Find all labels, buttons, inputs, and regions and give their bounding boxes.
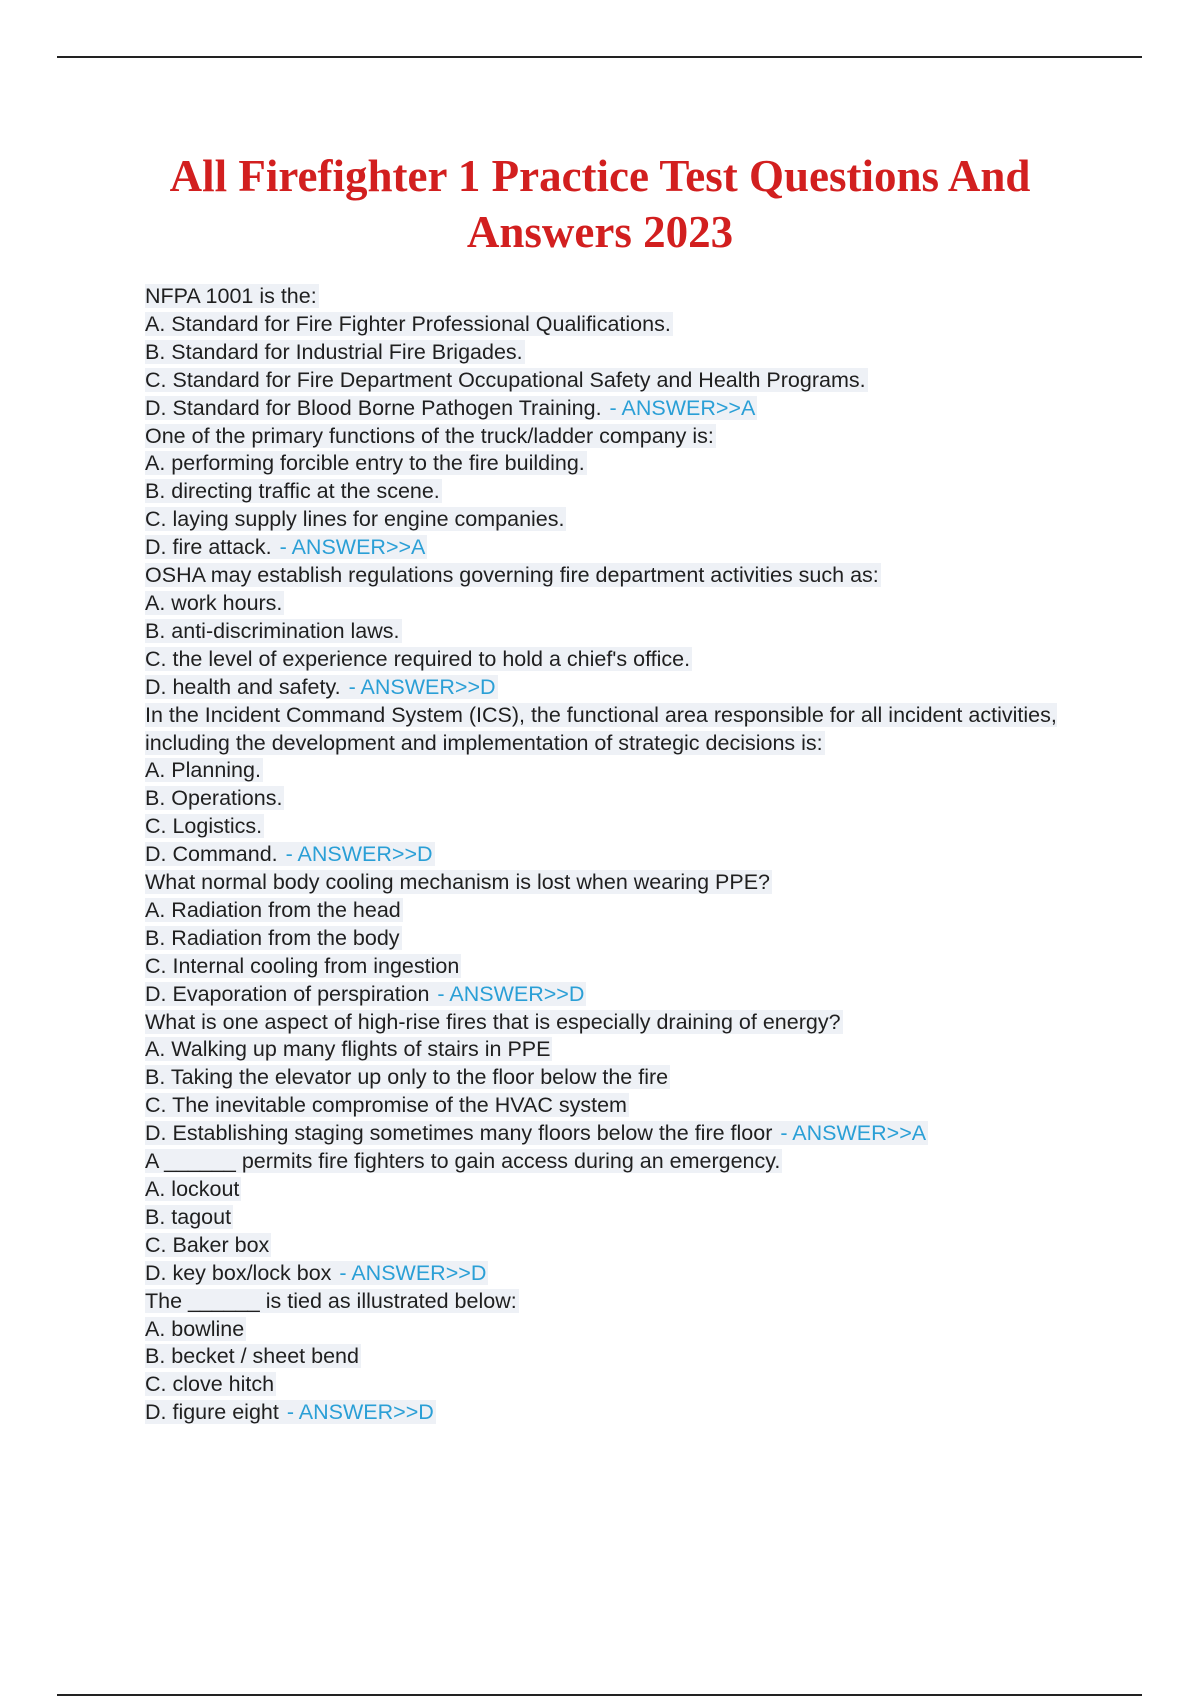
option-b: B. Operations. xyxy=(145,786,283,811)
option-c: C. the level of experience required to hold a chief's office. xyxy=(145,646,691,671)
option-a: A. lockout xyxy=(145,1177,240,1201)
title-line-2: Answers 2023 xyxy=(466,207,734,257)
option-c: C. laying supply lines for engine companies. xyxy=(145,507,565,532)
answer-key: - ANSWER>>A xyxy=(273,535,426,560)
option-a: A. Planning. xyxy=(145,758,261,783)
question-text: The ______ is tied as illustrated below: xyxy=(145,1288,517,1313)
question-text: One of the primary functions of the truck/ladder company is: xyxy=(145,423,714,448)
question-block xyxy=(145,1148,1085,1288)
question-block xyxy=(145,1288,1085,1428)
question-block xyxy=(145,869,1085,1009)
option-d: D. fire attack. - ANSWER>>A xyxy=(145,535,426,560)
question-block xyxy=(145,562,1085,702)
question-text: What normal body cooling mechanism is lost when wearing PPE? xyxy=(145,870,770,895)
option-b: B. Radiation from the body xyxy=(145,925,400,950)
option-c: C. clove hitch xyxy=(145,1372,275,1397)
answer-key: - ANSWER>>D xyxy=(431,981,585,1006)
option-a: A. Radiation from the head xyxy=(145,897,401,922)
answer-key: - ANSWER>>D xyxy=(280,1400,434,1425)
option-a: A. Standard for Fire Fighter Professional Qualifications. xyxy=(145,311,671,336)
option-a: A. work hours. xyxy=(145,590,283,615)
option-d: D. Evaporation of perspiration - ANSWER>>D xyxy=(145,981,585,1006)
option-b: B. becket / sheet bend xyxy=(145,1344,359,1369)
question-list xyxy=(145,283,1085,1427)
question-block xyxy=(145,423,1085,563)
question-text: In the Incident Command System (ICS), the functional area responsible for all incident activities, including the development and implementation of strategic decisions is: xyxy=(145,702,1057,755)
option-b: B. Standard for Industrial Fire Brigades. xyxy=(145,339,523,364)
option-c: C. The inevitable compromise of the HVAC system xyxy=(145,1093,627,1118)
answer-key: - ANSWER>>D xyxy=(279,842,433,867)
option-d: D. Command. - ANSWER>>D xyxy=(145,842,433,867)
option-d: D. health and safety. - ANSWER>>D xyxy=(145,674,496,699)
option-c: C. Standard for Fire Department Occupational Safety and Health Programs. xyxy=(145,367,866,392)
answer-key: - ANSWER>>D xyxy=(333,1260,487,1285)
document-title xyxy=(100,148,1100,260)
option-d: D. Standard for Blood Borne Pathogen Training. - ANSWER>>A xyxy=(145,395,756,420)
option-c: C. Internal cooling from ingestion xyxy=(145,953,460,978)
option-b: B. anti-discrimination laws. xyxy=(145,618,400,643)
option-b: B. Taking the elevator up only to the floor below the fire xyxy=(145,1065,669,1090)
question-text: NFPA 1001 is the: xyxy=(145,284,317,308)
option-c: C. Logistics. xyxy=(145,814,263,839)
question-block xyxy=(145,702,1085,869)
question-text: A ______ permits fire fighters to gain access during an emergency. xyxy=(145,1149,781,1174)
option-a: A. performing forcible entry to the fire building. xyxy=(145,451,585,476)
option-c: C. Baker box xyxy=(145,1232,270,1257)
question-text: What is one aspect of high-rise fires that is especially draining of energy? xyxy=(145,1009,841,1034)
option-a: A. Walking up many flights of stairs in PPE xyxy=(145,1037,551,1062)
option-a: A. bowline xyxy=(145,1316,245,1341)
title-line-1: All Firefighter 1 Practice Test Questions And xyxy=(169,151,1031,201)
option-b: B. directing traffic at the scene. xyxy=(145,479,440,504)
answer-key: - ANSWER>>A xyxy=(774,1121,927,1146)
option-d: D. figure eight - ANSWER>>D xyxy=(145,1400,434,1425)
option-b: B. tagout xyxy=(145,1204,232,1229)
answer-key: - ANSWER>>A xyxy=(603,395,756,420)
answer-key: - ANSWER>>D xyxy=(342,674,496,699)
top-rule xyxy=(57,56,1142,58)
question-block xyxy=(145,283,1085,423)
bottom-rule xyxy=(57,1694,1142,1696)
question-text: OSHA may establish regulations governing fire department activities such as: xyxy=(145,563,879,588)
option-d: D. key box/lock box - ANSWER>>D xyxy=(145,1260,487,1285)
question-block xyxy=(145,1009,1085,1149)
option-d: D. Establishing staging sometimes many floors below the fire floor - ANSWER>>A xyxy=(145,1121,927,1146)
